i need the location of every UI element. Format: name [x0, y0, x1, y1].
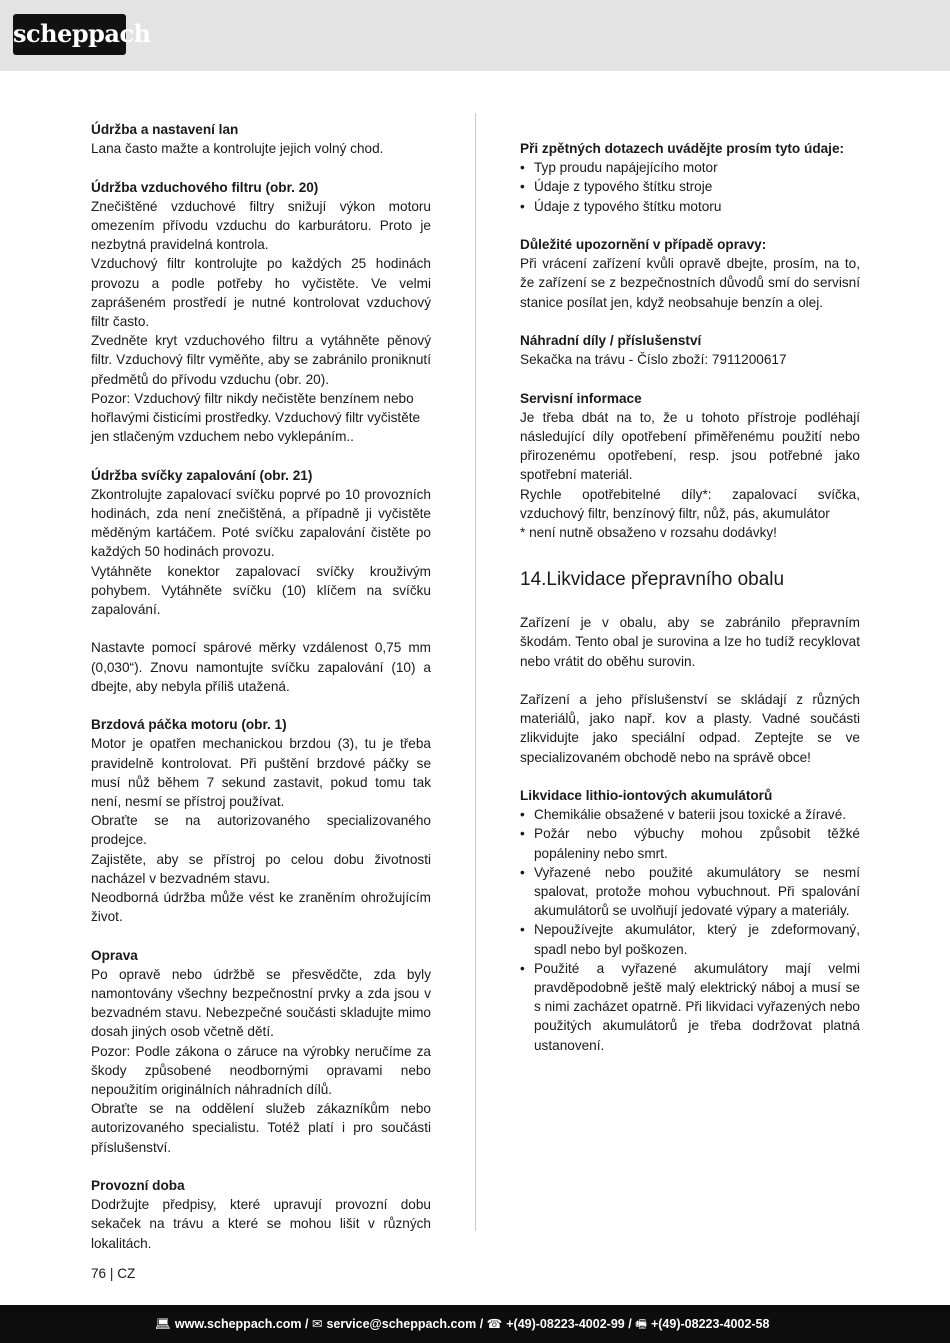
- paragraph: Je třeba dbát na to, že u tohoto přístroje podléhají následující díly opotřebení přiměřenému použití nebo přirozenému opotřebení, resp. jsou potřebné jako spotřební materiál.: [520, 409, 860, 483]
- paragraph: Obraťte se na oddělení služeb zákazníkům nebo autorizovaného specialistu. Totéž platí i pro součásti příslušenství.: [91, 1101, 431, 1155]
- page-number: [91, 1265, 135, 1283]
- paragraph: Vzduchový filtr kontrolujte po každých 25 hodinách provozu a podle potřeby ho vyčistěte. Ve velmi zaprášeném prostředí je nutné kontrolovat vzduchový filtr často.: [91, 256, 431, 330]
- list-item: • Chemikálie obsažené v baterii jsou toxické a žíravé.: [520, 805, 860, 824]
- heading-battery-disposal: Likvidace lithio-iontových akumulátorů: [520, 788, 773, 804]
- heading-cable-maintenance: Údržba a nastavení lan: [91, 122, 239, 137]
- heading-spark-plug: Údržba svíčky zapalování (obr. 21): [91, 467, 313, 483]
- paragraph: Zkontrolujte zapalovací svíčku poprvé po 10 provozních hodinách, zda není znečištěná, a případně ji vyčistěte měděným kartáčem. Poté svíčku zapalování čistěte po každých 50 hodinách provozu.: [91, 486, 431, 560]
- paragraph: * není nutně obsaženo v rozsahu dodávky!: [520, 525, 777, 541]
- paragraph: Vytáhněte konektor zapalovací svíčky krouživým pohybem. Vytáhněte svíčku (10) klíčem na svíčku zapalování.: [91, 563, 431, 618]
- paragraph: Sekačka na trávu - Číslo zboží: 7911200617: [520, 352, 787, 368]
- heading-service-info: Servisní informace: [520, 390, 642, 406]
- paragraph: Dodržujte předpisy, které upravují provozní dobu sekaček na trávu a které se mohou lišit v různých lokalitách.: [91, 1197, 431, 1251]
- paragraph: Pozor: Podle zákona o záruce na výrobky neručíme za škody způsobené neodbornými opravami nebo nepoužitím originálních náhradních dílů.: [91, 1043, 431, 1098]
- section-title-text: Likvidace přepravního obalu: [546, 569, 785, 591]
- footer-phone: +(49)-08223-4002-99 /: [506, 1317, 632, 1331]
- paragraph: Nastavte pomocí spárové měrky vzdálenost 0,75 mm (0,030“). Znovu namontujte svíčku zapalování (10) a dbejte, aby nebyla příliš utažená.: [91, 640, 431, 694]
- page-language: CZ: [117, 1266, 136, 1281]
- page-number-separator: |: [109, 1266, 114, 1281]
- heading-air-filter: Údržba vzduchového filtru (obr. 20): [91, 179, 319, 195]
- heading-brake-lever: Brzdová páčka motoru (obr. 1): [91, 717, 287, 733]
- paragraph: Pozor: Vzduchový filtr nikdy nečistěte benzínem nebo hořlavými čisticími prostředky. Vzduchový filtr vyčistěte jen stlačeným vzduchem nebo vyklepáním..: [91, 390, 421, 445]
- paragraph: Zvedněte kryt vzduchového filtru a vytáhněte pěnový filtr. Vzduchový filtr vyměňte, aby se zabránilo proniknutí předmětů do přívodu vzduchu (obr. 20).: [91, 333, 431, 387]
- left-column: [91, 120, 431, 1253]
- bullet-list: [520, 805, 860, 1055]
- fax-icon: 🖷︎: [635, 1317, 647, 1331]
- footer-fax: +(49)-08223-4002-58: [650, 1317, 770, 1331]
- paragraph: Neodborná údržba může vést ke zraněním ohrožujícím život.: [91, 890, 431, 925]
- footer-email[interactable]: service@scheppach.com /: [326, 1317, 484, 1331]
- paragraph: Zařízení je v obalu, aby se zabránilo přepravním škodám. Tento obal je surovina a lze ho tudíž recyklovat nebo vrátit do oběhu surovin.: [520, 615, 860, 669]
- paragraph: Zajistěte, aby se přístroj po celou dobu životnosti nacházel v bezvadném stavu.: [91, 851, 431, 886]
- computer-icon: 💻︎: [155, 1317, 171, 1331]
- list-item: • Nepoužívejte akumulátor, který je zdeformovaný, spadl nebo byl poškozen.: [520, 920, 860, 958]
- column-divider: [475, 113, 476, 1231]
- list-item: • Požár nebo výbuchy mohou způsobit těžké popáleniny nebo smrt.: [520, 824, 860, 862]
- page-number-value: 76: [91, 1266, 107, 1281]
- mail-icon: ✉︎: [311, 1317, 323, 1331]
- heading-spare-parts: Náhradní díly / příslušenství: [520, 333, 702, 348]
- paragraph: Znečištěné vzduchové filtry snižují výkon motoru omezením přívodu vzduchu do karburátoru. Proto je nezbytná pravidelná kontrola.: [91, 198, 431, 253]
- paragraph: Zařízení a jeho příslušenství se skládají z různých materiálů, jako např. kov a plasty. Vadné součásti zlikvidujte jako speciální odpad. Zeptejte se ve specializovaném obchodě nebo na správě obce!: [520, 692, 860, 765]
- page-header: [0, 0, 950, 71]
- list-item: • Údaje z typového štítku stroje: [520, 177, 860, 196]
- list-item: • Typ proudu napájejícího motor: [520, 158, 860, 177]
- scheppach-logo: scheppach: [13, 14, 126, 55]
- phone-icon: ☎︎: [486, 1317, 503, 1331]
- paragraph: Při vrácení zařízení kvůli opravě dbejte, prosím, na to, že zařízení se z bezpečnostních důvodů smí do servisní stanice posílat jen, když neobsahuje benzín a olej.: [520, 256, 860, 310]
- paragraph: Obraťte se na autorizovaného specializovaného prodejce.: [91, 813, 431, 848]
- paragraph: Po opravě nebo údržbě se přesvědčte, zda byly namontovány všechny bezpečnostní prvky a zda jsou v bezvadném stavu. Nebezpečné součásti skladujte mimo dosah jiných osob včetně dětí.: [91, 966, 431, 1040]
- heading-operating-time: Provozní doba: [91, 1178, 185, 1194]
- heading-inquiries: Při zpětných dotazech uvádějte prosím tyto údaje:: [520, 141, 845, 156]
- section-title: [520, 568, 860, 592]
- list-item: • Použité a vyřazené akumulátory mají velmi pravděpodobně ještě malý elektrický náboj a musí se s nimi zacházet opatrně. Při likvidaci vyřazených nebo použitých akumulátorů je třeba dodržovat platná ustanovení.: [520, 959, 860, 1055]
- paragraph: Lana často mažte a kontrolujte jejich volný chod.: [91, 141, 384, 157]
- footer-website[interactable]: www.scheppach.com /: [174, 1317, 309, 1331]
- paragraph: Rychle opotřebitelné díly*: zapalovací svíčka, vzduchový filtr, benzínový filtr, nůž, pás, akumulátor: [520, 486, 860, 521]
- heading-repair: Oprava: [91, 947, 138, 963]
- paragraph: Motor je opatřen mechanickou brzdou (3), tu je třeba pravidelně kontrolovat. Při puštění brzdové páčky se musí nůž během 7 sekund zastavit, pokud tomu tak není, nesmí se přístroj používat.: [91, 736, 431, 810]
- list-item: • Údaje z typového štítku motoru: [520, 197, 860, 216]
- heading-repair-notice: Důležité upozornění v případě opravy:: [520, 237, 767, 252]
- section-number: 14.: [520, 569, 547, 591]
- page-footer: [0, 1305, 950, 1343]
- bullet-list: [520, 158, 860, 216]
- right-column: [520, 139, 860, 1055]
- list-item: • Vyřazené nebo použité akumulátory se nesmí spalovat, protože mohou vybuchnout. Při spalování akumulátorů se uvolňují jedovaté výpary a materiály.: [520, 863, 860, 921]
